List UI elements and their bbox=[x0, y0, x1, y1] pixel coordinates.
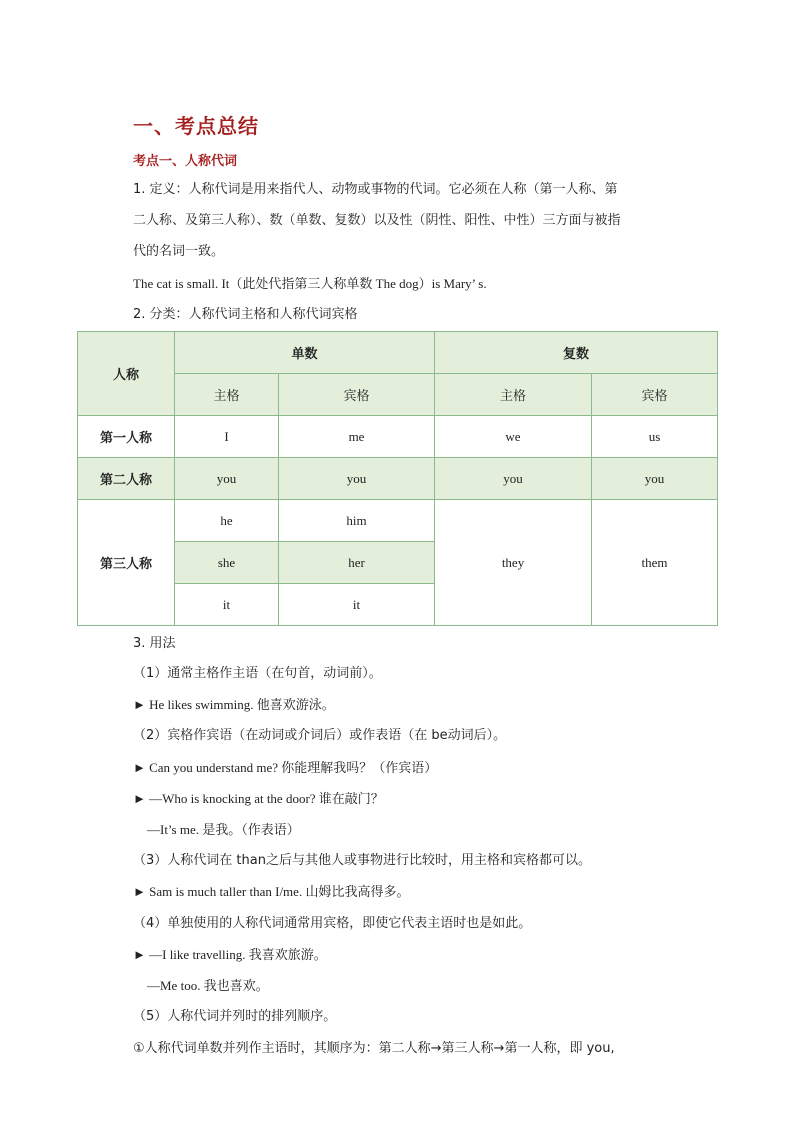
cell: you bbox=[592, 458, 718, 500]
header-person: 人称 bbox=[78, 332, 175, 416]
cell: me bbox=[279, 416, 435, 458]
usage-example-3b: —It’s me. 是我。（作表语） bbox=[147, 822, 300, 837]
definition-line-3: 代的名词一致。 bbox=[133, 244, 225, 259]
header-singular-objective: 宾格 bbox=[279, 374, 435, 416]
cell: it bbox=[279, 584, 435, 626]
topic-heading: 考点一、人称代词 bbox=[133, 154, 238, 169]
usage-example-4: ► Sam is much taller than I/me. 山姆比我高得多。 bbox=[133, 884, 410, 899]
usage-example-5a: ► —I like travelling. 我喜欢旅游。 bbox=[133, 947, 327, 962]
usage-rule-1: （1）通常主格作主语（在句首，动词前）。 bbox=[133, 666, 382, 681]
cell: I bbox=[175, 416, 279, 458]
cell: he bbox=[175, 500, 279, 542]
usage-rule-2: （2）宾格作宾语（在动词或介词后）或作表语（在 be动词后）。 bbox=[133, 728, 507, 743]
cell: them bbox=[592, 500, 718, 626]
usage-example-1: ► He likes swimming. 他喜欢游泳。 bbox=[133, 697, 335, 712]
row-label-second: 第二人称 bbox=[78, 458, 175, 500]
cell: her bbox=[279, 542, 435, 584]
cell: they bbox=[435, 500, 592, 626]
usage-rule-5: （5）人称代词并列时的排列顺序。 bbox=[133, 1009, 337, 1024]
header-singular: 单数 bbox=[175, 332, 435, 374]
usage-example-3a: ► —Who is knocking at the door? 谁在敲门？ bbox=[133, 791, 384, 806]
cell: him bbox=[279, 500, 435, 542]
cell: we bbox=[435, 416, 592, 458]
usage-example-2: ► Can you understand me? 你能理解我吗？（作宾语） bbox=[133, 760, 438, 775]
usage-rule-5a: ①人称代词单数并列作主语时，其顺序为：第二人称→第三人称→第一人称，即 you, bbox=[133, 1041, 615, 1056]
pronoun-table bbox=[77, 331, 718, 626]
usage-example-5b: —Me too. 我也喜欢。 bbox=[147, 978, 269, 993]
header-plural-nominative: 主格 bbox=[435, 374, 592, 416]
usage-rule-4: （4）单独使用的人称代词通常用宾格，即使它代表主语时也是如此。 bbox=[133, 916, 532, 931]
definition-example: The cat is small. It（此处代指第三人称单数 The dog）is Mary’ s. bbox=[133, 276, 487, 291]
cell: you bbox=[175, 458, 279, 500]
classification-title: 2. 分类：人称代词主格和人称代词宾格 bbox=[133, 307, 358, 322]
header-plural-objective: 宾格 bbox=[592, 374, 718, 416]
usage-title: 3. 用法 bbox=[133, 636, 176, 651]
definition-line-1: 1. 定义：人称代词是用来指代人、动物或事物的代词。它必须在人称（第一人称、第 bbox=[133, 182, 618, 197]
usage-rule-3: （3）人称代词在 than之后与其他人或事物进行比较时，用主格和宾格都可以。 bbox=[133, 853, 591, 868]
cell: she bbox=[175, 542, 279, 584]
cell: you bbox=[279, 458, 435, 500]
row-label-third: 第三人称 bbox=[78, 500, 175, 626]
row-label-first: 第一人称 bbox=[78, 416, 175, 458]
header-plural: 复数 bbox=[435, 332, 718, 374]
cell: us bbox=[592, 416, 718, 458]
cell: you bbox=[435, 458, 592, 500]
header-singular-nominative: 主格 bbox=[175, 374, 279, 416]
cell: it bbox=[175, 584, 279, 626]
definition-line-2: 二人称、及第三人称）、数（单数、复数）以及性（阴性、阳性、中性）三方面与被指 bbox=[133, 213, 621, 228]
section-heading: 一、考点总结 bbox=[133, 114, 259, 138]
